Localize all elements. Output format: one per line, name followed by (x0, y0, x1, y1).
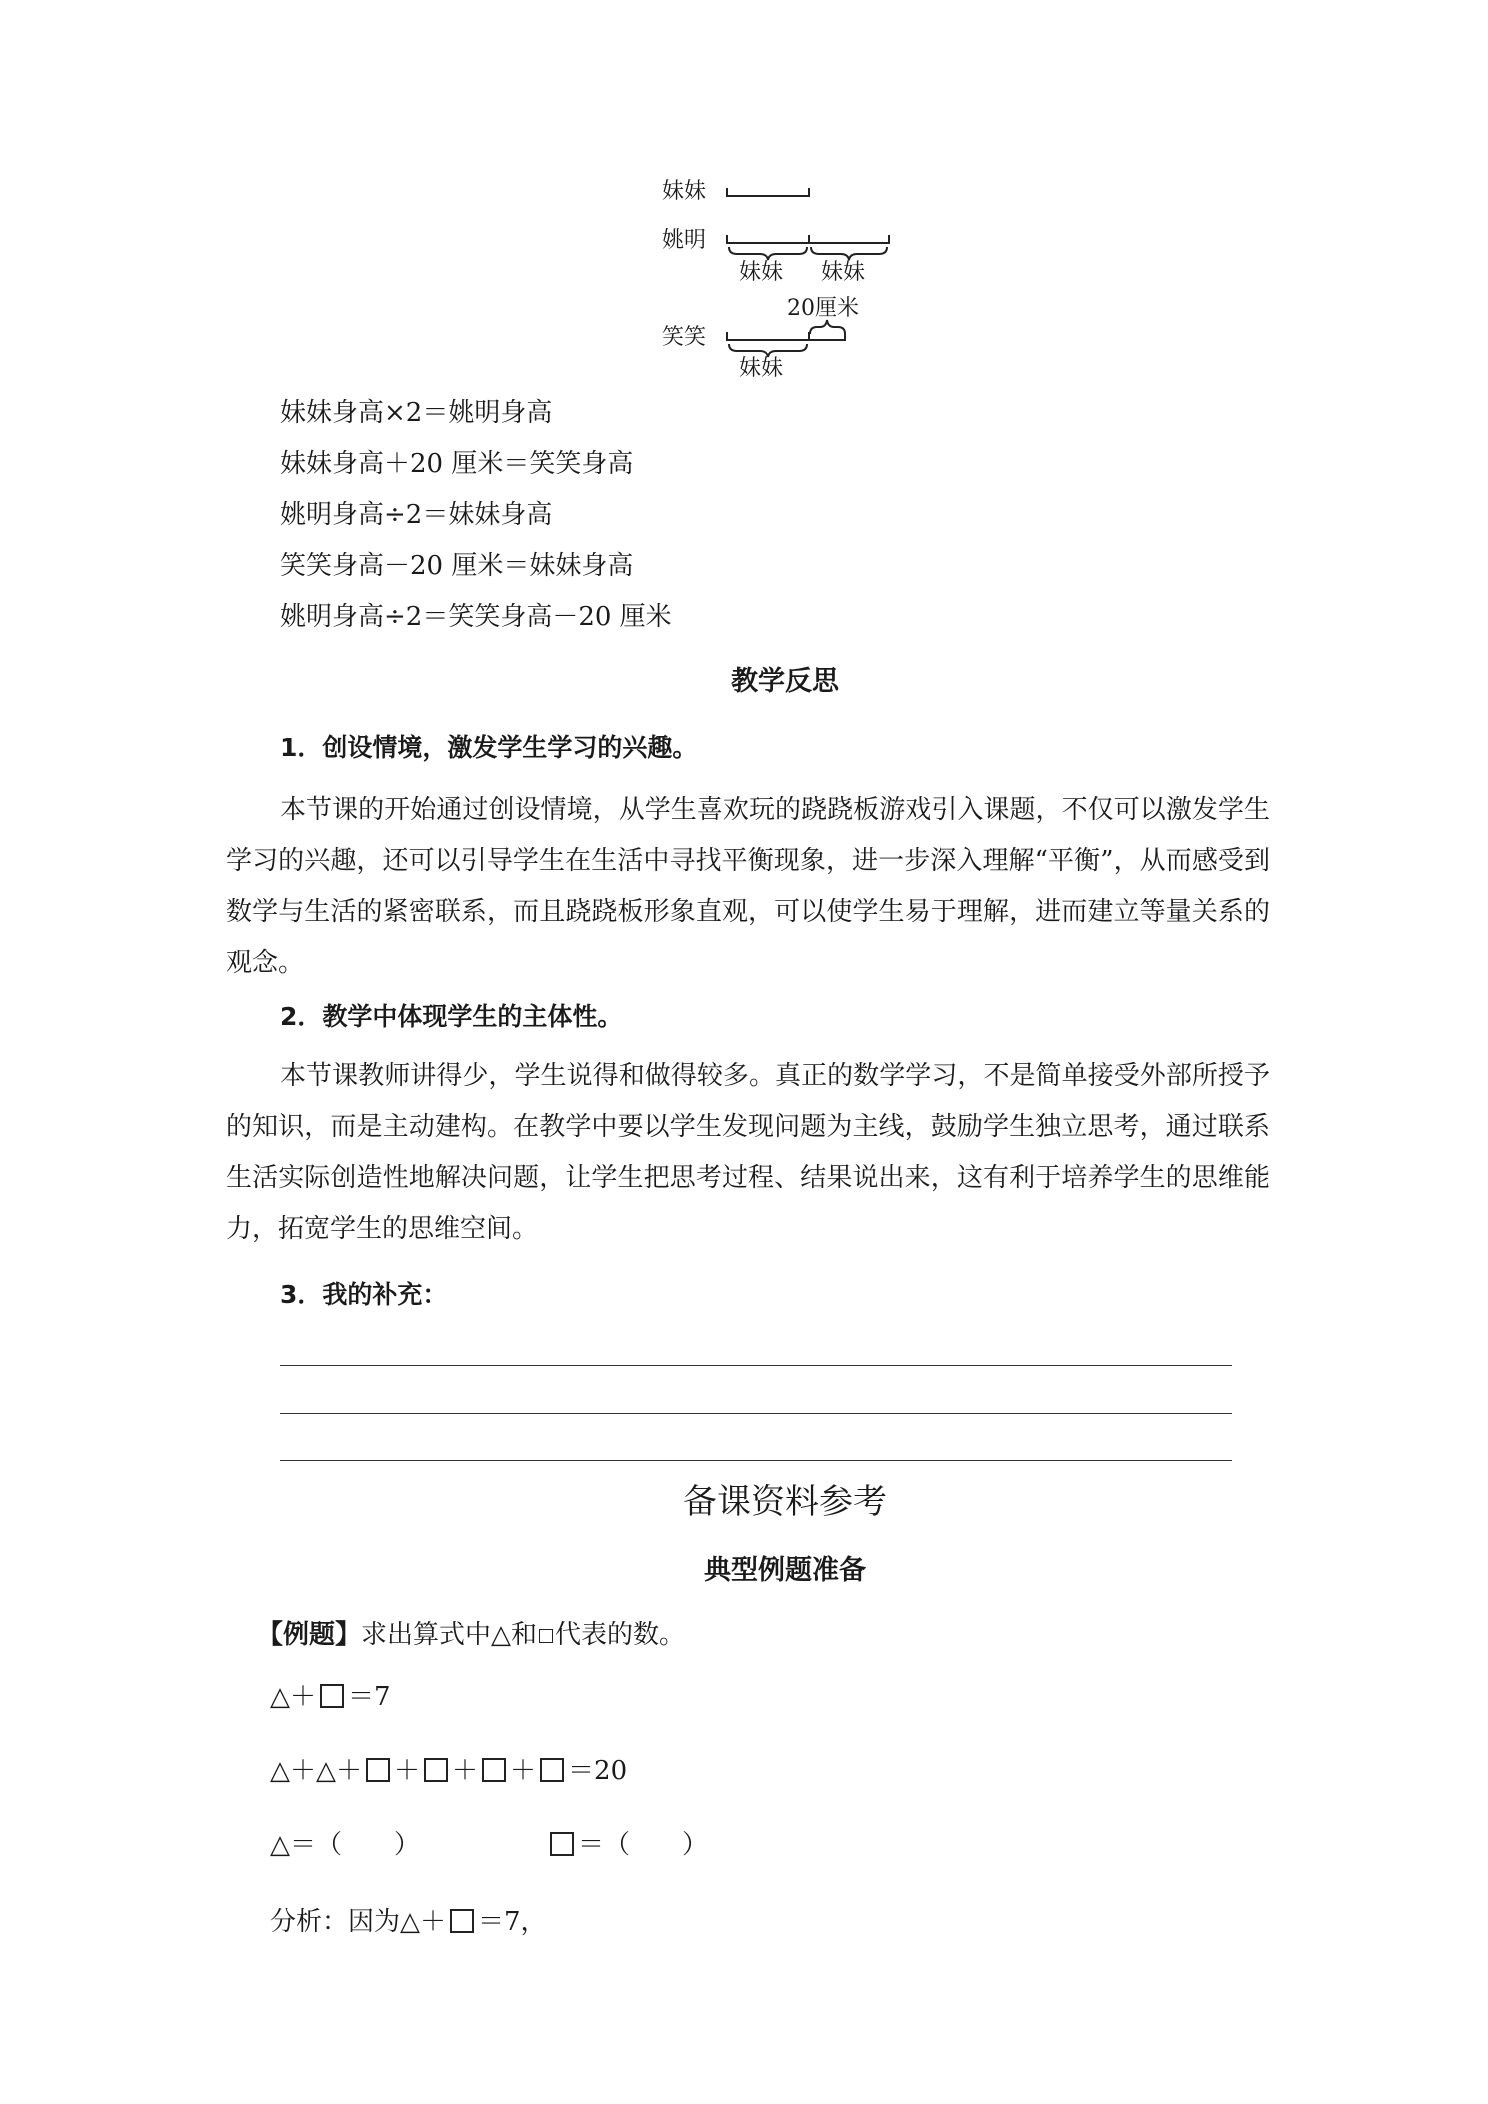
equation-3: 姚明身高÷2＝妹妹身高 (280, 500, 553, 530)
square-symbol (320, 1684, 344, 1708)
triangle-answer: △＝（ ） (270, 1830, 420, 1860)
example-line-2 (270, 1753, 627, 1789)
equation-5: 姚明身高÷2＝笑笑身高－20 厘米 (280, 602, 672, 632)
equation-4: 笑笑身高－20 厘米＝妹妹身高 (280, 551, 634, 581)
line2-end: ＝20 (568, 1756, 628, 1786)
diagram-brace-label-3: 妹妹 (739, 356, 784, 381)
reflection-point-1: 1．创设情境，激发学生学习的兴趣。 (280, 733, 698, 762)
reference-subtitle: 典型例题准备 (704, 1555, 866, 1586)
square-symbol (539, 1629, 553, 1643)
reflection-point-3: 3．我的补充： (280, 1280, 448, 1309)
reflection-point-2: 2．教学中体现学生的主体性。 (280, 1002, 623, 1031)
example-line-1 (270, 1679, 391, 1715)
plus-sign: ＋ (510, 1756, 537, 1786)
example-line-3-square (546, 1827, 708, 1863)
equation-1: 妹妹身高×2＝姚明身高 (280, 398, 553, 428)
reflection-title: 教学反思 (731, 666, 839, 697)
diagram-label-yaoming: 姚明 (662, 228, 707, 253)
fill-in-line-2 (280, 1413, 1232, 1414)
fill-in-line-3 (280, 1460, 1232, 1461)
square-symbol (450, 1909, 474, 1933)
analysis-start: 分析：因为△＋ (270, 1907, 446, 1937)
example-line-3 (270, 1827, 420, 1863)
square-symbol (366, 1758, 390, 1782)
fill-in-line-1 (280, 1365, 1232, 1366)
line1-end: ＝7 (348, 1682, 391, 1712)
square-symbol (550, 1832, 574, 1856)
analysis-end: ＝7， (478, 1907, 547, 1937)
reflection-paragraph-2: 本节课教师讲得少，学生说得和做得较多。真正的数学学习，不是简单接受外部所授予的知识，而是主动建构。在教学中要以学生发现问题为主线，鼓励学生独立思考，通过联系生活实际创造性地解决问题，让学生把思考过程、结果说出来，这有利于培养学生的思维能力，拓宽学生的思维空间。 (226, 1061, 1270, 1244)
line1-start: △＋ (270, 1682, 316, 1712)
square-symbol (482, 1758, 506, 1782)
diagram-label-meimei: 妹妹 (662, 179, 707, 204)
example-question (257, 1618, 685, 1652)
diagram-brace-label-1: 妹妹 (739, 260, 784, 285)
square-answer: ＝（ ） (578, 1830, 709, 1860)
reference-title: 备课资料参考 (683, 1482, 887, 1522)
diagram-lines (0, 0, 1488, 420)
square-symbol (424, 1758, 448, 1782)
diagram-brace-label-2: 妹妹 (821, 260, 866, 285)
diagram-extra-label: 20厘米 (787, 296, 859, 321)
equation-2: 妹妹身高＋20 厘米＝笑笑身高 (280, 449, 634, 479)
analysis-line (270, 1904, 547, 1940)
example-text-b: 代表的数。 (555, 1620, 686, 1650)
example-text-a: 求出算式中△和 (361, 1620, 538, 1650)
reflection-paragraph-1: 本节课的开始通过创设情境，从学生喜欢玩的跷跷板游戏引入课题，不仅可以激发学生学习的兴趣，还可以引导学生在生活中寻找平衡现象，进一步深入理解“平衡”，从而感受到数学与生活的紧密联系，而且跷跷板形象直观，可以使学生易于理解，进而建立等量关系的观念。 (226, 795, 1270, 978)
plus-sign: ＋ (452, 1756, 479, 1786)
plus-sign: ＋ (394, 1756, 421, 1786)
line2-start: △＋△＋ (270, 1756, 362, 1786)
diagram-label-xiaoxiao: 笑笑 (662, 325, 707, 350)
example-tag: 【例题】 (257, 1620, 362, 1650)
square-symbol (540, 1758, 564, 1782)
